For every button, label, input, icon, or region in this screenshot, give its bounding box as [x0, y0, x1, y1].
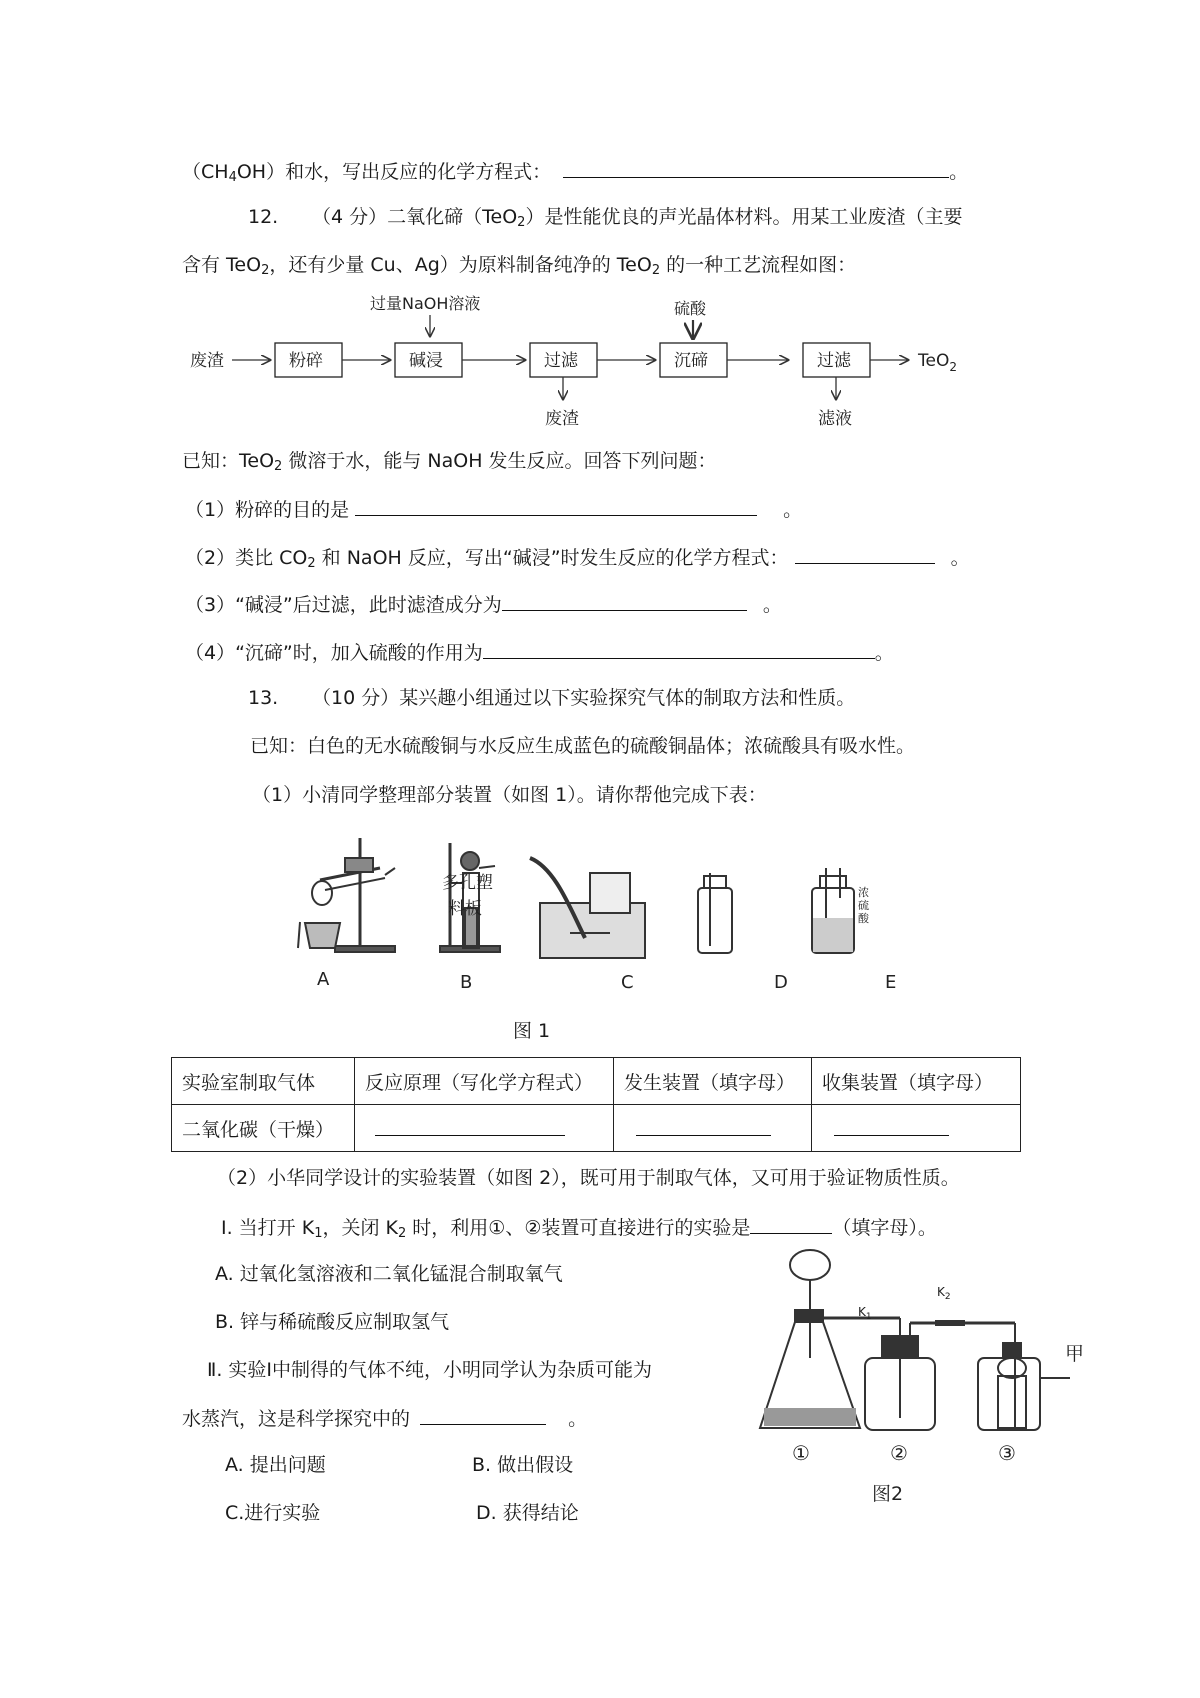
jia-label: 甲: [1065, 1343, 1085, 1365]
flow-start: 废渣: [190, 351, 224, 371]
fig2-label-3: ③: [998, 1441, 1016, 1465]
q12-2-blank[interactable]: [795, 543, 935, 564]
collector-blank[interactable]: [834, 1115, 949, 1136]
label-a: A: [317, 969, 330, 990]
table-header-row: 实验室制取气体 反应原理（写化学方程式） 发生装置（填字母） 收集装置（填字母）: [172, 1058, 1021, 1105]
generator-blank[interactable]: [636, 1115, 771, 1136]
q13-known: 已知：白色的无水硫酸铜与水反应生成蓝色的硫酸铜晶体；浓硫酸具有吸水性。: [250, 735, 916, 757]
q13-part1: （1）小清同学整理部分装置（如图 1）。请你帮他完成下表：: [252, 784, 767, 806]
b-label-line1: 多孔塑: [442, 873, 493, 893]
q12-4-blank[interactable]: [483, 638, 875, 659]
k1-label: $K_1$: [858, 1305, 872, 1322]
q12-sub3: （3）“碱浸”后过滤，此时滤渣成分为 。: [185, 590, 782, 618]
sII-blank[interactable]: [420, 1404, 546, 1425]
choice-b: B. 做出假设: [472, 1454, 574, 1476]
q13-part2: （2）小华同学设计的实验装置（如图 2），既可用于制取气体，又可用于验证物质性质。: [217, 1167, 960, 1189]
q12-sub4: （4）“沉碲”时，加入硫酸的作用为 。: [185, 638, 894, 666]
equation-blank[interactable]: [375, 1115, 565, 1136]
q12-line2: 含有 TeO$_2$，还有少量 Cu、Ag）为原料制备纯净的 TeO$_2$ 的一种工艺流程如图：: [182, 254, 857, 278]
flow-product: TeO$_2$: [918, 351, 957, 374]
b-label-line2: 料板: [448, 899, 482, 919]
choice-a: A. 提出问题: [225, 1454, 326, 1476]
answer-blank[interactable]: [563, 157, 949, 178]
q13-line1: 13. （10 分）某兴趣小组通过以下实验探究气体的制取方法和性质。: [248, 687, 856, 709]
q12-3-blank[interactable]: [502, 590, 747, 611]
svg-text:沉碲: 沉碲: [674, 351, 708, 371]
flow-out-2: 滤液: [818, 409, 852, 429]
apparatus-e: [812, 868, 854, 953]
q13-sII-line1: Ⅱ. 实验Ⅰ中制得的气体不纯，小明同学认为杂质可能为: [207, 1359, 653, 1381]
choice-d: D. 获得结论: [476, 1502, 579, 1524]
q12-line1: 12. （4 分）二氧化碲（TeO$_2$）是性能优良的声光晶体材料。用某工业废渣（主要: [248, 206, 963, 230]
q12-1-blank[interactable]: [355, 495, 757, 516]
choice-c: C.进行实验: [225, 1502, 321, 1524]
sI-blank[interactable]: [750, 1213, 832, 1234]
process-flowchart: [180, 286, 1000, 436]
label-b: B: [460, 972, 473, 993]
q12-sub1: （1）粉碎的目的是 。: [185, 495, 802, 523]
q12-known: 已知：TeO$_2$ 微溶于水，能与 NaOH 发生反应。回答下列问题：: [182, 450, 717, 474]
fig2-label-1: ①: [792, 1441, 810, 1465]
e-label-3: 酸: [858, 912, 869, 925]
apparatus-a: [298, 838, 395, 952]
label-c: C: [621, 972, 634, 993]
collector-cell: [812, 1105, 1021, 1152]
label-d: D: [774, 972, 788, 993]
q13-sI: Ⅰ. 当打开 $K_1$，关闭 $K_2$ 时，利用①、②装置可直接进行的实验是 （填字母）。: [221, 1213, 937, 1247]
figure-1-apparatus: [290, 828, 970, 1000]
svg-text:粉碎: 粉碎: [289, 351, 323, 371]
label-e: E: [885, 972, 897, 993]
fig2-label-2: ②: [890, 1441, 908, 1465]
generator-cell: [614, 1105, 812, 1152]
flask-1: [760, 1250, 900, 1428]
apparatus-d: [698, 873, 732, 953]
apparatus-c: [530, 858, 645, 958]
figure-1-caption: 图 1: [513, 1020, 551, 1042]
svg-text:碱浸: 碱浸: [409, 351, 443, 371]
svg-text:过滤: 过滤: [544, 351, 578, 371]
apparatus-b: [440, 843, 500, 952]
k2-label: $K_2$: [937, 1285, 951, 1302]
vessel-3: [978, 1323, 1070, 1430]
table-row: 二氧化碳（干燥）: [172, 1105, 1021, 1152]
option-a: A. 过氧化氢溶液和二氧化锰混合制取氧气: [215, 1263, 563, 1285]
e-label-2: 硫: [858, 899, 869, 912]
svg-text:过滤: 过滤: [817, 351, 851, 371]
equation-cell: [355, 1105, 614, 1152]
flow-out-1: 废渣: [545, 409, 579, 429]
flow-reagent-1: 过量NaOH溶液: [370, 294, 481, 313]
q13-sII-line2: 水蒸汽，这是科学探究中的 。: [182, 1404, 587, 1432]
figure-2-caption: 图2: [872, 1483, 904, 1505]
intro-line: $(CH_4OH)$和水，写出反应的化学方程式： 。: [182, 157, 968, 191]
figure-2-apparatus: [750, 1248, 1090, 1518]
bottle-2: [865, 1318, 980, 1430]
gas-preparation-table: [171, 1057, 1021, 1152]
flow-reagent-2: 硫酸: [674, 299, 707, 318]
option-b: B. 锌与稀硫酸反应制取氢气: [215, 1311, 450, 1333]
q12-sub2: （2）类比 $CO_2$ 和 NaOH 反应，写出“碱浸”时发生反应的化学方程式： 。: [185, 543, 970, 577]
e-label-1: 浓: [858, 886, 869, 899]
